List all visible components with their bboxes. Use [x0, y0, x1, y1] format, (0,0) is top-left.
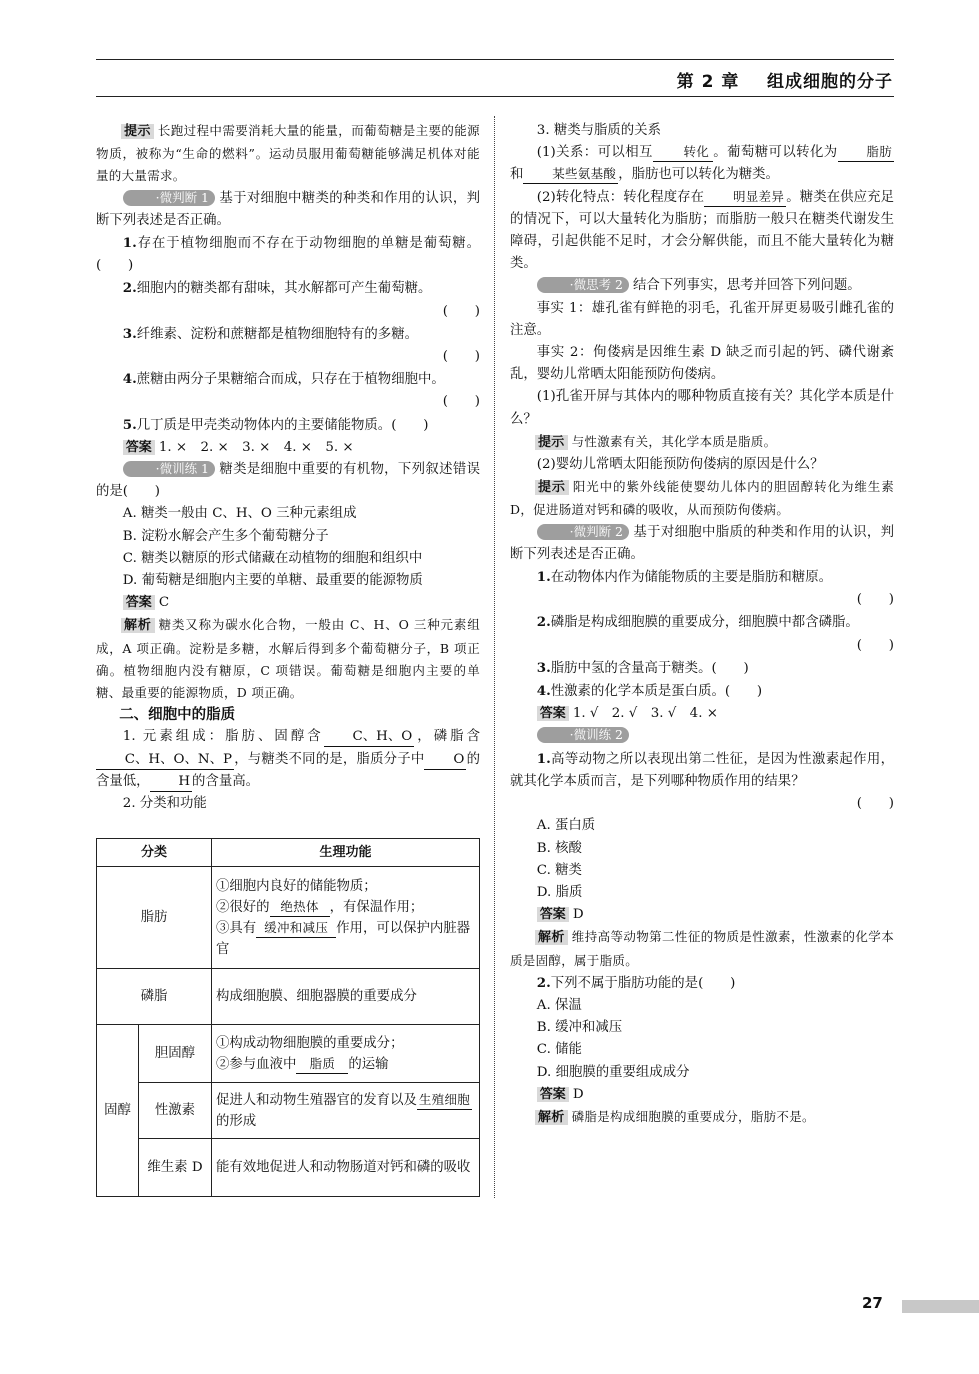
table-header: 生理功能 — [212, 839, 480, 867]
judge1-item: 1.存在于植物细胞而不存在于动物细胞的单糖是葡萄糖。( ) — [96, 235, 480, 274]
train2-analysis: 解析 维持高等动物第二性征的物质是性激素，性激素的化学本质是固醇，属于脂质。 — [510, 929, 894, 968]
question: (1)孔雀开屏与其体内的哪种物质直接有关？其化学本质是什么？ — [510, 389, 894, 427]
judge2-item: 2.磷脂是构成细胞膜的重要成分，细胞膜中都含磷脂。 — [536, 614, 859, 631]
option: C. 糖类 — [536, 862, 582, 878]
option: D. 葡萄糖是细胞内主要的单糖、最重要的能源物质 — [122, 573, 423, 589]
train2-answer: 答案 D — [510, 904, 894, 926]
train2-answer: 答案 D — [510, 1084, 894, 1106]
train2-question: 2.下列不属于脂肪功能的是( ) — [536, 974, 736, 991]
option: B. 缓冲和减压 — [536, 1020, 623, 1036]
table-header: 分类 — [97, 839, 212, 867]
option: A. 糖类一般由 C、H、O 三种元素组成 — [122, 506, 357, 522]
judge1-badge: ·微判断 1 — [123, 190, 215, 206]
page-bar — [902, 1300, 979, 1313]
section-heading: 二、细胞中的脂质 — [119, 707, 236, 724]
classification-title: 2. 分类和功能 — [122, 796, 207, 812]
judge2-item: 3.脂肪中氢的含量高于糖类。( ) — [536, 659, 749, 676]
judge1-item: 2.细胞内的糖类都有甜味，其水解都可产生葡萄糖。 — [122, 280, 432, 297]
option: A. 保温 — [536, 997, 582, 1013]
train1-analysis: 解析 糖类又称为碳水化合物，一般由 C、H、O 三种元素组成，A 项正确。淀粉是多糖，水解后得到多个葡萄糖分子，B 项正确。植物细胞内没有糖原，C 项错误。葡萄糖是细胞内主要的单糖、最重要的能源物质，D 项正确。 — [96, 617, 480, 701]
judge1-intro: ·微判断 1 基于对细胞中糖类的种类和作用的认识，判断下列表述是否正确。 — [96, 189, 480, 228]
hint: 提示 阳光中的紫外线能使婴幼儿体内的胆固醇转化为维生素 D，促进肠道对钙和磷的吸收，从而预防佝偻病。 — [510, 479, 895, 518]
subsection-title: 3. 糖类与脂质的关系 — [536, 123, 661, 138]
hint-tag: 提示 — [121, 124, 154, 139]
option: C. 储能 — [536, 1042, 582, 1058]
option: A. 蛋白质 — [536, 818, 596, 834]
table-cell: 脂肪 — [97, 867, 212, 969]
judge2-badge: ·微判断 2 — [537, 524, 629, 540]
right-column — [510, 120, 894, 1129]
judge1-item: 3.纤维素、淀粉和蔗糖都是植物细胞特有的多糖。 — [122, 325, 418, 342]
train2-badge-row — [510, 725, 894, 747]
column-divider — [494, 116, 495, 1198]
option: D. 脂质 — [536, 884, 583, 900]
conversion-paragraph: (2)转化特点：转化程度存在 明显差异 。糖类在供应充足的情况下，可以大量转化为脂肪；而脂肪一般只在糖类代谢发生障碍，引起供能不足时，才会分解供能，而且不能大量转化为糖类。 — [510, 188, 895, 272]
table-cell: 磷脂 — [97, 969, 212, 1025]
question: (2)婴幼儿常晒太阳能预防佝偻病的原因是什么？ — [536, 457, 824, 473]
chapter-title: 第 2 章 组成细胞的分子 — [676, 72, 893, 92]
judge2-item: 4.性激素的化学本质是蛋白质。( ) — [536, 683, 763, 700]
answer-paren: ( ) — [442, 303, 480, 319]
train1-badge: ·微训练 1 — [123, 461, 215, 477]
lipid-table — [96, 838, 480, 1197]
answer-paren: ( ) — [856, 796, 894, 812]
train1-question: ·微训练 1 糖类是细胞中重要的有机物，下列叙述错误的是( ) — [96, 461, 480, 500]
answer-paren: ( ) — [856, 637, 894, 653]
header-rule-bottom — [96, 96, 894, 97]
train2-badge: ·微训练 2 — [537, 727, 629, 743]
think2-badge: ·微思考 2 — [537, 277, 629, 293]
option: B. 核酸 — [536, 840, 582, 856]
table-cell: 固醇 — [97, 1025, 139, 1197]
fact: 事实 1：雄孔雀有鲜艳的羽毛，孔雀开屏更易吸引雌孔雀的注意。 — [510, 300, 894, 338]
table-cell: 促进人和动物生殖器官的发育以及 生殖细胞的形成 — [212, 1083, 480, 1139]
judge1-answer: 答案 1. × 2. × 3. × 4. × 5. × — [96, 437, 480, 459]
answer-paren: ( ) — [856, 592, 894, 608]
judge2-item: 1.在动物体内作为储能物质的主要是脂肪和糖原。 — [536, 569, 832, 586]
table-cell: ①细胞内良好的储能物质； ②很好的 绝热体 ，有保温作用； ③具有 缓冲和减压 作用，可以保护内脏器官 — [212, 867, 480, 969]
left-column — [96, 120, 480, 815]
fact: 事实 2：佝偻病是因维生素 D 缺乏而引起的钙、磷代谢紊乱，婴幼儿常晒太阳能预防佝偻病。 — [510, 345, 894, 383]
header-rule — [96, 59, 894, 60]
judge1-item: 4.蔗糖由两分子果糖缩合而成，只存在于植物细胞中。 — [122, 371, 445, 388]
element-composition: 1. 元素组成：脂肪、固醇含 C、H、O ，磷脂含C、H、O、N、P ，与糖类不同的是，脂质分子中 O 的含量低， H 的含量高。 — [96, 726, 480, 793]
train2-question: 1.高等动物之所以表现出第二性征，是因为性激素起作用，就其化学本质而言，是下列哪种物质作用的结果？ — [510, 750, 894, 789]
judge2-answer: 答案 1. √ 2. √ 3. √ 4. × — [510, 703, 894, 725]
option: D. 细胞膜的重要组成成分 — [536, 1064, 690, 1080]
answer-paren: ( ) — [442, 394, 480, 410]
option: C. 糖类以糖原的形式储藏在动植物的细胞和组织中 — [122, 550, 423, 566]
table-cell: ①构成动物细胞膜的重要成分； ②参与血液中 脂质 的运输 — [212, 1025, 480, 1083]
train1-answer: 答案 C — [96, 592, 480, 614]
table-cell: 维生素 D — [139, 1139, 212, 1197]
table-cell: 胆固醇 — [139, 1025, 212, 1083]
answer-paren: ( ) — [442, 349, 480, 365]
hint: 提示 与性激素有关，其化学本质是脂质。 — [510, 431, 894, 454]
relation-paragraph: (1)关系：可以相互 转化 。葡萄糖可以转化为 脂肪和 某些氨基酸 ，脂肪也可以转化为糖类。 — [510, 144, 893, 183]
hint-paragraph: 提示 长跑过程中需要消耗大量的能量，而葡萄糖是主要的能源物质，被称为“生命的燃料”。运动员服用葡萄糖能够满足机体对能量的大量需求。 — [96, 123, 480, 184]
table-cell: 能有效地促进人和动物肠道对钙和磷的吸收 — [212, 1139, 480, 1197]
page-number: 27 — [862, 1294, 883, 1312]
judge2-intro: ·微判断 2 基于对细胞中脂质的种类和作用的认识，判断下列表述是否正确。 — [510, 523, 894, 562]
train2-analysis: 解析 磷脂是构成细胞膜的重要成分，脂肪不是。 — [510, 1106, 894, 1129]
table-cell: 性激素 — [139, 1083, 212, 1139]
judge1-item: 5.几丁质是甲壳类动物体内的主要储能物质。( ) — [122, 416, 429, 433]
think2-intro: ·微思考 2 结合下列事实，思考并回答下列问题。 — [510, 275, 894, 297]
table-cell: 构成细胞膜、细胞器膜的重要成分 — [212, 969, 480, 1025]
option: B. 淀粉水解会产生多个葡萄糖分子 — [122, 528, 329, 544]
